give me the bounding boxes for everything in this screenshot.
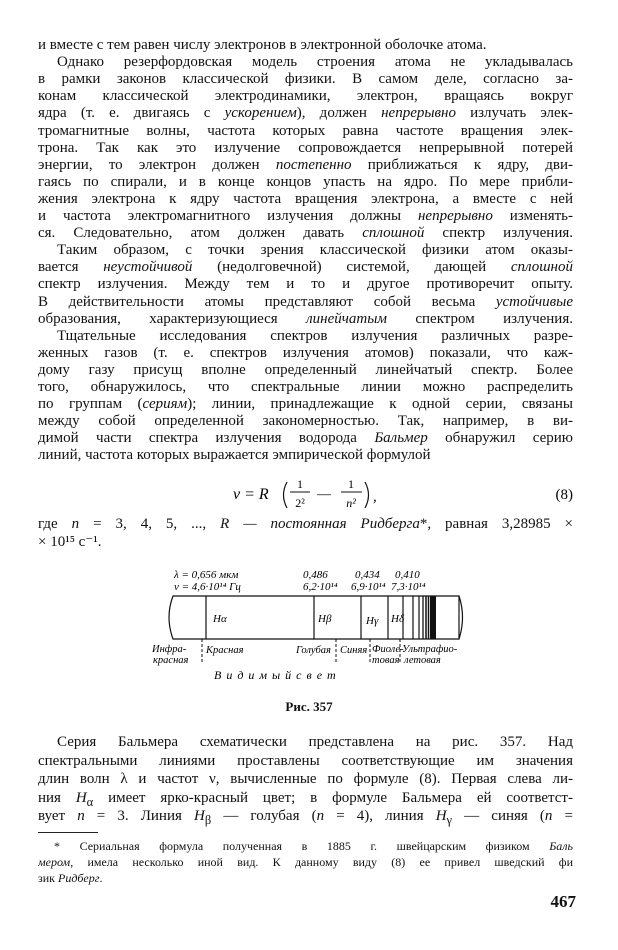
series-limit-block (430, 596, 436, 639)
text-line: образования, характеризующиеся линейчатым спектром излучения. (38, 310, 573, 327)
text-line: В действительности атомы представляют собой весьма устойчивые (38, 293, 573, 310)
region-ultra-2: летовая (404, 655, 441, 666)
footnote-line: мером, имела несколько иной вид. К данному виду (8) ее привел шведский фи (38, 855, 573, 869)
freq-486: 6,2·10¹⁴ (303, 581, 338, 593)
wavelength-434: 0,434 (355, 569, 380, 581)
label-h-gamma: Hγ (366, 615, 379, 627)
label-h-alpha: Hα (213, 613, 227, 625)
lambda-label: λ = 0,656 мкм (174, 569, 239, 581)
formula-paren-left (284, 482, 288, 508)
wavelength-410: 0,410 (395, 569, 420, 581)
text-line: спектр излучения. Между тем и то и другое противоречит опыту. (38, 276, 573, 293)
formula-svg (38, 474, 573, 516)
formula-numerator-1: 1 (297, 477, 303, 491)
page-number: 467 (550, 892, 576, 911)
formula-denominator-1: 2² (295, 496, 305, 510)
text-line: Серия Бальмера схематически представлена на рис. 357. Над (57, 734, 573, 750)
figure-caption: Рис. 357 (285, 699, 333, 714)
text-line: между собой определенной закономерностью. Так, например, в ви- (38, 413, 573, 430)
region-infra-1: Инфра- (152, 644, 187, 655)
text-line: и частота электромагнитного излучения должны непрерывно изменять- (38, 208, 573, 224)
footnote-line: * Сериальная формула полученная в 1885 г. швейцарским физиком Баль (54, 839, 573, 853)
region-dark-blue: Синяя (340, 645, 368, 656)
text-line: конам классической электродинамики, электрон, вращаясь вокруг (38, 88, 573, 105)
label-h-delta: Hδ (391, 613, 405, 625)
region-ultra-1: Ультрафио- (402, 644, 458, 655)
formula-paren-right (365, 482, 369, 508)
formula-denominator-2: n² (346, 496, 356, 510)
formula-number: (8) (555, 487, 573, 503)
text-line: длин волн λ и частот ν, вычисленные по формуле (8). Первая слева ли- (38, 771, 573, 787)
freq-434: 6,9·10¹⁴ (351, 581, 386, 593)
text-line: ся. Следовательно, атом должен давать сплошной спектр излучения. (38, 225, 573, 242)
text-line: вается неустойчивой (недолговечной) системой, дающей сплошной (38, 259, 573, 276)
text-line: энергии, то электрон должен постепенно приближаться к ядру, дви- (38, 156, 573, 173)
text-line: трона. Так как это излучение сопровождается непрерывной потерей (38, 139, 573, 156)
region-infra-2: красная (153, 655, 189, 666)
text-line: ядра (т. е. двигаясь с ускорением), должен непрерывно излучать элек- (38, 105, 573, 122)
formula-minus: — (317, 487, 331, 502)
text-line: жения электрона к ядру частота вращения электрона, а вместе с ней (38, 190, 573, 207)
text-line: дому газу присущ вполне определенный линейчатый спектр. Более (38, 361, 573, 378)
region-blue: Голубая (296, 645, 331, 656)
region-red: Красная (206, 645, 244, 656)
text-line: где n = 3, 4, 5, ..., R — постоянная Ридберга*, равная 3,28985 × (38, 516, 573, 532)
visible-light-label: В и д и м ы й с в е т (214, 668, 337, 682)
text-line: линий, частота которых выражается эмпирической формулой (38, 447, 431, 464)
spectrum-figure (148, 566, 468, 695)
text-line: в рамки законов классической физики. В самом деле, согласно за- (38, 71, 573, 88)
footnote-rule (38, 832, 98, 833)
formula-lhs: ν = R (233, 486, 269, 503)
freq-410: 7,3·10¹⁴ (391, 581, 426, 593)
formula-numerator-2: 1 (348, 477, 354, 491)
region-violet-2: товая (372, 655, 400, 666)
text-line: вует n = 3. Линия $H_\beta$ — голубая (n = 4), линия $H_\gamma$ — синяя (n = (38, 808, 573, 827)
text-line: тромагнитные волны, частота которых равна частоте вращения элек- (38, 122, 573, 139)
text-line: × 10¹⁵ с⁻¹. (38, 533, 102, 550)
text-line: того, обнаружилось, что спектральные линии можно распределить (38, 379, 573, 395)
text-line: женных газов (т. е. спектров излучения атомов) показали, что каж- (38, 344, 573, 361)
text-line: Однако резерфордовская модель строения атома не укладывалась (57, 54, 573, 71)
spectrum-svg (148, 566, 468, 691)
text-line: и вместе с тем равен числу электронов в электронной оболочке атома. (38, 37, 487, 53)
wavelength-486: 0,486 (303, 569, 328, 581)
label-h-beta: Hβ (318, 613, 332, 625)
text-line: по группам (сериям); линии, принадлежащие к одной серии, связаны (38, 396, 573, 413)
text-line: димой части спектра излучения водорода Бальмер обнаружил серию (38, 430, 573, 447)
text-line: Тщательные исследования спектров излучения различных разре- (57, 327, 573, 344)
text-line: Таким образом, с точки зрения классической физики атом оказы- (57, 242, 573, 259)
text-line: спектральными линиями проставлены соответствующие им значения (38, 752, 573, 769)
footnote-line: зик Ридберг. (38, 871, 103, 885)
nu-label: ν = 4,6·10¹⁴ Гц (174, 581, 241, 593)
formula-tail: , (373, 489, 377, 505)
region-violet-1: Фиоле- (372, 644, 404, 655)
text-line: гаясь по спирали, и в конце концов упасть на ядро. По мере прибли- (38, 173, 573, 190)
balmer-formula (38, 474, 573, 516)
text-line: ния $H_\alpha$ имеет ярко-красный цвет; в формуле Бальмера ей соответст- (38, 789, 573, 809)
